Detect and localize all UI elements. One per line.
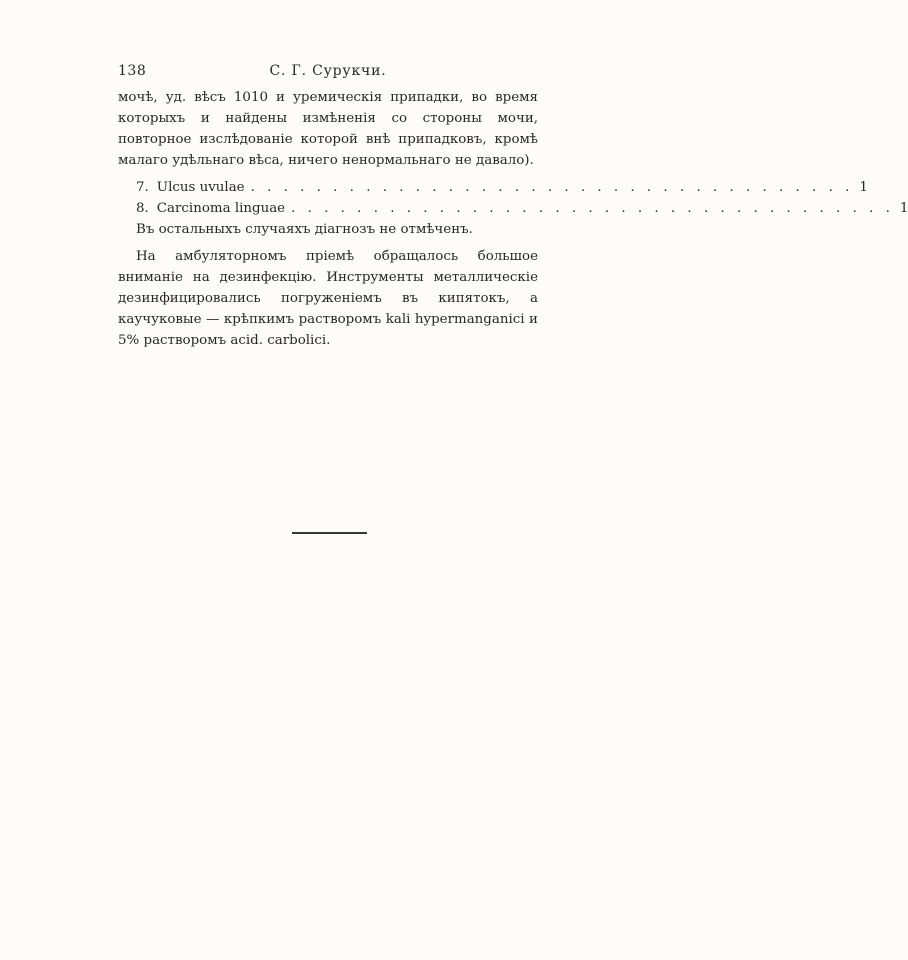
list-item-number: 7. (136, 180, 149, 195)
paragraph-disinfection: На амбуляторномъ пріемѣ обращалось большое вниманіе на дезинфекцію. Инструменты металлическіе дезинфицировались погруженіемъ въ кипятокъ, а каучуковые — крѣпкимъ растворомъ kali hypermanganici и 5% растворомъ acid. carbolici. (118, 249, 538, 348)
paragraph-diagnosis-note: Въ остальныхъ случаяхъ діагнозъ не отмѣченъ. (136, 222, 473, 237)
body-text (118, 87, 908, 351)
list-item (118, 177, 868, 198)
leader-dots: . . . . . . . . . . . . . . . . . . . . . . . . . . . . . . . . . . . . . (250, 180, 854, 195)
list-item-value: 1 (859, 180, 868, 195)
running-head: С. Г. Сурукчи. (269, 63, 387, 79)
list-item-number: 8. (136, 201, 149, 216)
leader-dots: . . . . . . . . . . . . . . . . . . . . . . . . . . . . . . . . . . . . . (291, 201, 894, 216)
list-item-name: Carcinoma linguae (156, 201, 286, 216)
page-number: 138 (118, 63, 147, 79)
paragraph-continuation: мочѣ, уд. вѣсъ 1010 и уремическія припадки, во время которыхъ и найдены измѣненія со стороны мочи, повторное изслѣдованіе которой внѣ припадковъ, кромѣ малаго удѣльнаго вѣса, ничего ненормальнаго не давало). (118, 90, 538, 168)
list-item-name: Ulcus uvulae (156, 180, 245, 195)
list-item-value: 1 (899, 201, 908, 216)
list-item (118, 198, 908, 219)
end-rule-divider (292, 532, 367, 534)
page-header (118, 63, 538, 81)
